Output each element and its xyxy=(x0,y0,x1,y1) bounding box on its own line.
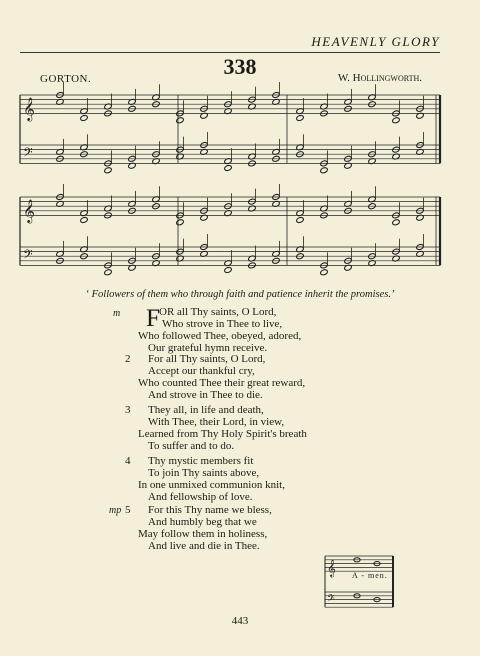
verse-5-line-4: And live and die in Thee. xyxy=(148,540,260,552)
note-head xyxy=(80,217,88,224)
verse-1-dynamic: m xyxy=(113,308,121,319)
verse-3-number: 3 xyxy=(125,404,131,416)
verse-1-line-2: Who strove in Thee to live, xyxy=(162,318,283,330)
verse-1-drop-cap: F xyxy=(146,305,160,332)
verse-5-line-1: For this Thy name we bless, xyxy=(148,504,272,516)
verse-4-line-1: Thy mystic members fit xyxy=(148,455,254,467)
note-head xyxy=(176,117,184,124)
verse-5-line-2: And humbly beg that we xyxy=(148,516,257,528)
verse-3-line-2: With Thee, their Lord, in view, xyxy=(148,416,285,428)
verse-1-line-4: Our grateful hymn receive. xyxy=(148,342,268,354)
bass-clef-icon: 𝄢 xyxy=(23,144,33,163)
amen-treble-clef-icon: 𝄞 xyxy=(327,559,336,578)
verse-3-line-3: Learned from Thy Holy Spirit's breath xyxy=(138,428,307,440)
verse-3-line-4: To suffer and to do. xyxy=(148,440,235,452)
verse-5-line-3: May follow them in holiness, xyxy=(138,528,268,540)
verse-4-number: 4 xyxy=(125,455,131,467)
verse-3-line-1: They all, in life and death, xyxy=(148,404,264,416)
verse-4-line-4: And fellowship of love. xyxy=(148,491,253,503)
verse-2-line-2: Accept our thankful cry, xyxy=(148,365,255,377)
tune-name: GORTON. xyxy=(40,73,92,85)
treble-clef-icon: 𝄞 xyxy=(23,96,35,121)
verse-2-number: 2 xyxy=(125,353,131,365)
verse-2-line-3: Who counted Thee their great reward, xyxy=(138,377,306,389)
note-head xyxy=(296,217,304,224)
verse-5-number: 5 xyxy=(125,504,131,516)
verse-5-dynamic: mp xyxy=(109,505,122,516)
note-head xyxy=(104,269,112,276)
note-head xyxy=(176,219,184,226)
note-head xyxy=(320,269,328,276)
note-head xyxy=(296,115,304,122)
verse-2-line-4: And strove in Thee to die. xyxy=(148,389,263,401)
section-title: HEAVENLY GLORY xyxy=(311,34,440,49)
amen-bass-clef-icon: 𝄢 xyxy=(327,592,335,607)
note-head xyxy=(320,167,328,174)
note-head xyxy=(224,165,232,172)
note-head xyxy=(392,117,400,124)
epigraph: ‘ Followers of them who through faith and patience inherit the promises.’ xyxy=(85,289,395,300)
verse-4-line-2: To join Thy saints above, xyxy=(148,467,260,479)
composer: W. Hollingworth. xyxy=(337,72,422,84)
note-head xyxy=(392,219,400,226)
verse-1-line-3: Who followed Thee, obeyed, adored, xyxy=(138,330,302,342)
note-head xyxy=(104,167,112,174)
bass-clef-icon: 𝄢 xyxy=(23,246,33,265)
hymn-number: 338 xyxy=(223,54,257,79)
treble-clef-icon: 𝄞 xyxy=(23,198,35,223)
verse-2-line-1: For all Thy saints, O Lord, xyxy=(148,353,266,365)
verse-1-line-1: OR all Thy saints, O Lord, xyxy=(159,306,277,318)
note-head xyxy=(224,267,232,274)
amen-label: A - men. xyxy=(352,571,388,580)
verse-4-line-3: In one unmixed communion knit, xyxy=(138,479,285,491)
note-head xyxy=(80,115,88,122)
page-number: 443 xyxy=(231,615,249,627)
